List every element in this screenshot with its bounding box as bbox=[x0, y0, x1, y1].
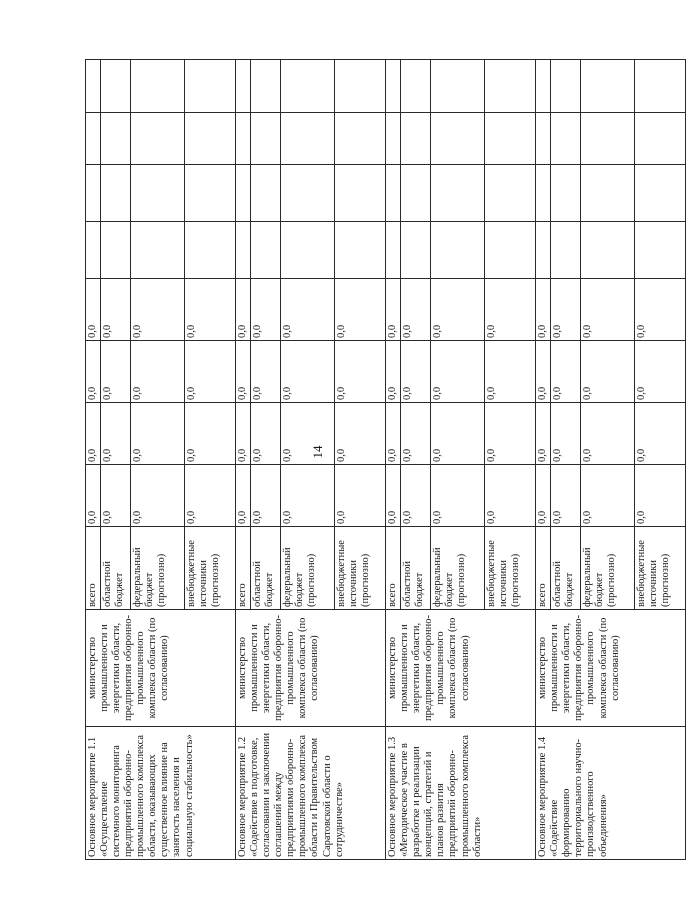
executor-cell: министерство промышленности и энергетики области, предприятия оборонно-промышленного комплекса области (по согласованию) bbox=[536, 610, 686, 727]
funding-source-cell: федеральный бюджет (прогнозно) bbox=[281, 527, 335, 610]
empty-year-cell bbox=[401, 222, 431, 279]
amount-cell: 0,0 bbox=[485, 465, 536, 527]
amount-cell: 0,0 bbox=[635, 465, 686, 527]
empty-year-cell bbox=[281, 165, 335, 222]
amount-cell: 0,0 bbox=[401, 403, 431, 465]
amount-cell: 0,0 bbox=[185, 279, 236, 341]
empty-year-cell bbox=[251, 113, 281, 165]
empty-year-cell bbox=[131, 222, 185, 279]
empty-year-cell bbox=[335, 165, 386, 222]
measure-cell: Основное мероприятие 1.3 «Методическое участие в разработке и реализации концепций, стратегий и планов развития предприятий оборонно-промышленного комплекса области» bbox=[386, 727, 536, 860]
amount-cell: 0,0 bbox=[635, 279, 686, 341]
amount-cell: 0,0 bbox=[236, 465, 251, 527]
amount-cell: 0,0 bbox=[335, 279, 386, 341]
amount-cell: 0,0 bbox=[281, 465, 335, 527]
amount-cell: 0,0 bbox=[131, 341, 185, 403]
funding-source-cell: областной бюджет bbox=[551, 527, 581, 610]
amount-cell: 0,0 bbox=[485, 403, 536, 465]
amount-cell: 0,0 bbox=[86, 403, 101, 465]
empty-year-cell bbox=[551, 113, 581, 165]
amount-cell: 0,0 bbox=[386, 341, 401, 403]
amount-cell: 0,0 bbox=[101, 465, 131, 527]
empty-year-cell bbox=[581, 60, 635, 113]
empty-year-cell bbox=[86, 165, 101, 222]
empty-year-cell bbox=[635, 222, 686, 279]
amount-cell: 0,0 bbox=[581, 341, 635, 403]
empty-year-cell bbox=[185, 113, 236, 165]
empty-year-cell bbox=[401, 165, 431, 222]
empty-year-cell bbox=[581, 165, 635, 222]
amount-cell: 0,0 bbox=[101, 341, 131, 403]
amount-cell: 0,0 bbox=[581, 279, 635, 341]
empty-year-cell bbox=[251, 222, 281, 279]
amount-cell: 0,0 bbox=[281, 403, 335, 465]
amount-cell: 0,0 bbox=[335, 403, 386, 465]
empty-year-cell bbox=[281, 113, 335, 165]
empty-year-cell bbox=[101, 165, 131, 222]
amount-cell: 0,0 bbox=[86, 279, 101, 341]
amount-cell: 0,0 bbox=[251, 341, 281, 403]
empty-year-cell bbox=[86, 60, 101, 113]
amount-cell: 0,0 bbox=[131, 279, 185, 341]
amount-cell: 0,0 bbox=[581, 403, 635, 465]
amount-cell: 0,0 bbox=[236, 403, 251, 465]
amount-cell: 0,0 bbox=[551, 403, 581, 465]
empty-year-cell bbox=[551, 222, 581, 279]
empty-year-cell bbox=[551, 60, 581, 113]
empty-year-cell bbox=[431, 222, 485, 279]
amount-cell: 0,0 bbox=[536, 403, 551, 465]
amount-cell: 0,0 bbox=[581, 465, 635, 527]
rotated-table-frame bbox=[85, 60, 672, 860]
empty-year-cell bbox=[236, 113, 251, 165]
empty-year-cell bbox=[335, 113, 386, 165]
amount-cell: 0,0 bbox=[431, 465, 485, 527]
funding-source-cell: всего bbox=[86, 527, 101, 610]
amount-cell: 0,0 bbox=[251, 279, 281, 341]
empty-year-cell bbox=[281, 222, 335, 279]
amount-cell: 0,0 bbox=[281, 279, 335, 341]
amount-cell: 0,0 bbox=[86, 465, 101, 527]
amount-cell: 0,0 bbox=[551, 341, 581, 403]
empty-year-cell bbox=[185, 60, 236, 113]
table-body bbox=[86, 60, 686, 860]
funding-source-cell: внебюджетные источники (прогнозно) bbox=[185, 527, 236, 610]
funding-source-cell: областной бюджет bbox=[401, 527, 431, 610]
empty-year-cell bbox=[386, 113, 401, 165]
empty-year-cell bbox=[131, 60, 185, 113]
empty-year-cell bbox=[86, 222, 101, 279]
program-funding-table bbox=[85, 59, 686, 860]
funding-source-cell: областной бюджет bbox=[101, 527, 131, 610]
measure-cell: Основное мероприятие 1.4 «Содействие формированию территориального научно-производственного объединения» bbox=[536, 727, 686, 860]
amount-cell: 0,0 bbox=[485, 341, 536, 403]
amount-cell: 0,0 bbox=[251, 403, 281, 465]
amount-cell: 0,0 bbox=[131, 465, 185, 527]
empty-year-cell bbox=[236, 165, 251, 222]
empty-year-cell bbox=[551, 165, 581, 222]
amount-cell: 0,0 bbox=[101, 403, 131, 465]
empty-year-cell bbox=[101, 113, 131, 165]
amount-cell: 0,0 bbox=[185, 403, 236, 465]
empty-year-cell bbox=[185, 222, 236, 279]
amount-cell: 0,0 bbox=[551, 465, 581, 527]
amount-cell: 0,0 bbox=[101, 279, 131, 341]
empty-year-cell bbox=[335, 60, 386, 113]
amount-cell: 0,0 bbox=[251, 465, 281, 527]
amount-cell: 0,0 bbox=[431, 279, 485, 341]
funding-source-cell: федеральный бюджет (прогнозно) bbox=[431, 527, 485, 610]
funding-source-cell: федеральный бюджет (прогнозно) bbox=[131, 527, 185, 610]
amount-cell: 0,0 bbox=[386, 465, 401, 527]
empty-year-cell bbox=[236, 60, 251, 113]
amount-cell: 0,0 bbox=[635, 341, 686, 403]
empty-year-cell bbox=[101, 222, 131, 279]
amount-cell: 0,0 bbox=[536, 341, 551, 403]
empty-year-cell bbox=[431, 165, 485, 222]
empty-year-cell bbox=[236, 222, 251, 279]
amount-cell: 0,0 bbox=[281, 341, 335, 403]
amount-cell: 0,0 bbox=[335, 341, 386, 403]
funding-source-cell: всего bbox=[236, 527, 251, 610]
table-row bbox=[386, 60, 401, 860]
empty-year-cell bbox=[485, 222, 536, 279]
empty-year-cell bbox=[281, 60, 335, 113]
executor-cell: министерство промышленности и энергетики области, предприятия оборонно-промышленного комплекса области (по согласованию) bbox=[386, 610, 536, 727]
table-row bbox=[86, 60, 101, 860]
empty-year-cell bbox=[581, 113, 635, 165]
amount-cell: 0,0 bbox=[431, 403, 485, 465]
empty-year-cell bbox=[251, 165, 281, 222]
amount-cell: 0,0 bbox=[236, 341, 251, 403]
amount-cell: 0,0 bbox=[386, 279, 401, 341]
empty-year-cell bbox=[131, 165, 185, 222]
empty-year-cell bbox=[635, 165, 686, 222]
empty-year-cell bbox=[101, 60, 131, 113]
executor-cell: министерство промышленности и энергетики области, предприятия оборонно-промышленного комплекса области (по согласованию) bbox=[86, 610, 236, 727]
amount-cell: 0,0 bbox=[401, 341, 431, 403]
amount-cell: 0,0 bbox=[635, 403, 686, 465]
executor-cell: министерство промышленности и энергетики области, предприятия оборонно-промышленного комплекса области (по согласованию) bbox=[236, 610, 386, 727]
amount-cell: 0,0 bbox=[485, 279, 536, 341]
amount-cell: 0,0 bbox=[335, 465, 386, 527]
empty-year-cell bbox=[86, 113, 101, 165]
funding-source-cell: внебюджетные источники (прогнозно) bbox=[485, 527, 536, 610]
empty-year-cell bbox=[431, 60, 485, 113]
amount-cell: 0,0 bbox=[401, 279, 431, 341]
empty-year-cell bbox=[536, 165, 551, 222]
empty-year-cell bbox=[386, 165, 401, 222]
amount-cell: 0,0 bbox=[185, 341, 236, 403]
amount-cell: 0,0 bbox=[401, 465, 431, 527]
empty-year-cell bbox=[335, 222, 386, 279]
funding-source-cell: внебюджетные источники (прогнозно) bbox=[635, 527, 686, 610]
amount-cell: 0,0 bbox=[551, 279, 581, 341]
empty-year-cell bbox=[485, 113, 536, 165]
amount-cell: 0,0 bbox=[236, 279, 251, 341]
empty-year-cell bbox=[185, 165, 236, 222]
empty-year-cell bbox=[581, 222, 635, 279]
amount-cell: 0,0 bbox=[386, 403, 401, 465]
funding-source-cell: всего bbox=[536, 527, 551, 610]
empty-year-cell bbox=[386, 60, 401, 113]
empty-year-cell bbox=[401, 60, 431, 113]
amount-cell: 0,0 bbox=[131, 403, 185, 465]
empty-year-cell bbox=[131, 113, 185, 165]
empty-year-cell bbox=[386, 222, 401, 279]
empty-year-cell bbox=[485, 165, 536, 222]
empty-year-cell bbox=[401, 113, 431, 165]
amount-cell: 0,0 bbox=[536, 465, 551, 527]
measure-cell: Основное мероприятие 1.1 «Осуществление системного мониторинга предприятий оборонно-промышленного комплекса области, оказывающих существенное влияние на занятость населения и социальную стабильность» bbox=[86, 727, 236, 860]
amount-cell: 0,0 bbox=[185, 465, 236, 527]
table-row bbox=[536, 60, 551, 860]
amount-cell: 0,0 bbox=[431, 341, 485, 403]
page-number: 14 bbox=[310, 445, 325, 459]
funding-source-cell: всего bbox=[386, 527, 401, 610]
funding-source-cell: внебюджетные источники (прогнозно) bbox=[335, 527, 386, 610]
empty-year-cell bbox=[635, 60, 686, 113]
empty-year-cell bbox=[485, 60, 536, 113]
table-row bbox=[236, 60, 251, 860]
amount-cell: 0,0 bbox=[536, 279, 551, 341]
empty-year-cell bbox=[431, 113, 485, 165]
empty-year-cell bbox=[536, 222, 551, 279]
empty-year-cell bbox=[251, 60, 281, 113]
empty-year-cell bbox=[536, 113, 551, 165]
funding-source-cell: федеральный бюджет (прогнозно) bbox=[581, 527, 635, 610]
empty-year-cell bbox=[635, 113, 686, 165]
funding-source-cell: областной бюджет bbox=[251, 527, 281, 610]
measure-cell: Основное мероприятие 1.2 «Содействие в подготовке, согласовании и заключении соглашений между предприятиями оборонно-промышленного комплекса области и Правительством Саратовской области о сотрудничестве» bbox=[236, 727, 386, 860]
empty-year-cell bbox=[536, 60, 551, 113]
amount-cell: 0,0 bbox=[86, 341, 101, 403]
